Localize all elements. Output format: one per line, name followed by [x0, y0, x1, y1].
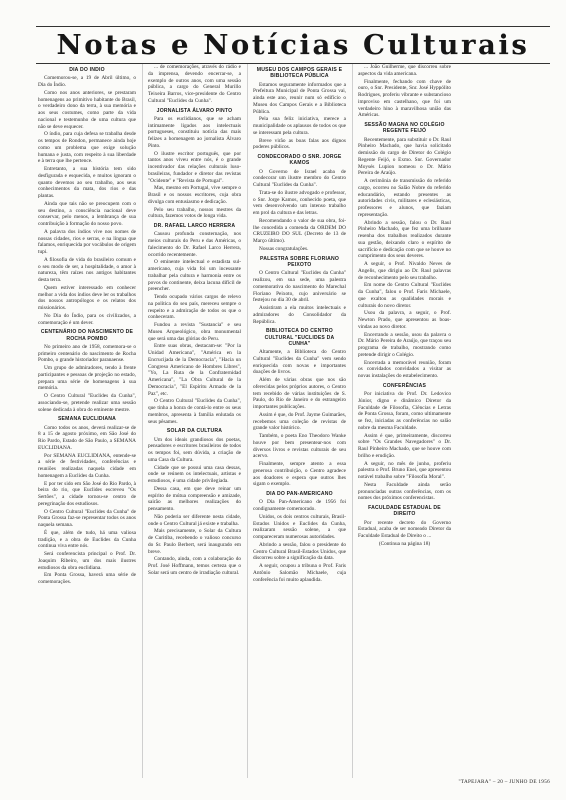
- article-heading: DR. RAFAEL LARCO HERRERA: [153, 223, 236, 230]
- article-paragraph: Em Ponta Grossa, haverá uma série de comemorações.: [38, 572, 136, 586]
- article-paragraph: Em nome do Centro Cultural "Euclides da Cunha", falou o Prof. Faris Michaele, que exaltou as qualidades morais e culturais do novo diretor.: [358, 282, 451, 309]
- article-paragraph: Pelo seu trabalho, nossos mestres da cultura, fazemos votos de longa vida.: [148, 206, 241, 220]
- article-paragraph: Nesta Faculdade ainda serão pronunciadas outras conferências, com os nomes dos próximos conferencistas.: [358, 481, 451, 502]
- article-paragraph: Nossas congratulações.: [259, 245, 309, 252]
- article-paragraph: Causou profunda consternação, nos meios culturais do Peru e das Américas, o falecimento do Dr. Rafael Larco Herrera, ocorrido recentemente.: [148, 231, 241, 258]
- article-paragraph: Como todos os anos, deverá realizar-se de 8 a 15 de agosto próximo, em São José do Rio Pardo, Estado de São Paulo, a SEMANA EUCLIDIANA.: [38, 424, 136, 451]
- article-paragraph: Finalmente, sempre atento a essa generosa contribuição, o Centro agradece aos doadores e espera que outros lhes sigam o exemplo.: [253, 461, 346, 488]
- article-paragraph: Dessa casa, em que deve reinar um espírito de mútua compreensão e amizade, sairão as melhores realizações do pensamento.: [148, 485, 241, 513]
- article-paragraph: O Centro Cultural "Euclides da Cunha" realizou, em sua sede, uma palestra comemorativa do nascimento do Marechal Floriano Peixoto, cujo aniversário se festejou no dia 30 de abril.: [253, 270, 346, 304]
- article-paragraph: Como nos anos anteriores, se prestaram homenagens ao primitivo habitante do Brasil, o verdadeiro dono da terra, à sua memória e aos seus costumes, como parte da vida nacional e testemunho de uma cultura que não se deve esquecer.: [38, 89, 136, 130]
- column-1: [38, 64, 136, 778]
- article-paragraph: Abrindo a sessão, falou o Dr. Raul Pinheiro Machado, que fez uma brilhante resenha dos trabalhos realizados durante sua gestão, deixando claro o espírito de sacrifício e dedicação com que se houve no cumprimento dos seus deveres.: [358, 219, 451, 260]
- article-paragraph: A cerimônia de transmissão do referido cargo, ocorreu no Salão Nobre do referido educandário, estando presentes as autoridades civis, militares e eclesiásticas, professores e alunos, que faziam representação.: [358, 178, 451, 218]
- article-paragraph: Recomendando o valor de sua obra, foi-lhe concedida a comenda da ORDEM DO CRUZEIRO DO SUL (Decreto de 13 de Março último).: [253, 217, 346, 245]
- article-heading: JORNALISTA ÁLVARO PINTO: [156, 107, 233, 114]
- article-heading: SOLAR DA CULTURA: [166, 428, 223, 435]
- article-paragraph: É que, além de tudo, há uma valiosa tradição, e a obra de Euclides da Cunha continua viva entre nós.: [38, 529, 136, 550]
- article-paragraph: Além de várias obras que nos são oferecidas pelos próprios autores, o Centro tem recebido de várias instituições de S. Paulo, do Rio de Janeiro e do estrangeiro importantes publicações.: [253, 377, 346, 411]
- article-paragraph: Um grupo de admiradores, tendo à frente participantes e pessoas de projeção no estado, prepara uma série de homenagens à sua memória.: [38, 365, 136, 392]
- article-paragraph: O índio, para cuja defesa se trabalha desde os tempos de Rondon, permanece ainda hoje como um problema que exige solução humana e justa, com respeito à sua liberdade e à terra que lhe pertence.: [38, 131, 136, 165]
- article-paragraph: Recentemente, para substituir o Dr. Raul Pinheiro Machado, que havia solicitado demissão do cargo de Diretor do Colégio Regente Feijó, o Exmo. Snr. Governador Moysés Lupion nomeou o Dr. Mário Pereira de Araújo.: [358, 136, 451, 177]
- article-paragraph: Assim é que, primeiramente, discorreu sobre "Os Grandes Navegadores" o Dr. Raul Pinheiro Machado, que se houve com brilho e erudição.: [358, 432, 451, 459]
- article-paragraph: O Centro Cultural "Euclides da Cunha", que tinha a honra de contá-lo entre os seus membros, apresenta à família enlutada os seus pêsames.: [148, 398, 241, 425]
- article-paragraph: Um dos ideais grandiosos dos poetas, pensadores e escritores brasileiros de todos os tempos foi, sem dúvida, a criação de uma Casa da Cultura.: [148, 436, 241, 463]
- article-paragraph: Abrindo a sessão, falou o presidente do Centro Cultural Brasil-Estados Unidos, que discorreu sobre a significação da data.: [253, 541, 346, 562]
- article-heading: BIBLIOTECA DO CENTRO CULTURAL "EUCLIDES DA CUNHA": [264, 328, 335, 347]
- article-paragraph: O ilustre escritor português, que por tantos anos viveu entre nós, é o grande incentivador das relações culturais luso-brasileiras, fundador e diretor das revistas "Ocidente" e "Revista de Portugal".: [148, 150, 241, 184]
- article-paragraph: Pela sua feliz iniciativa, merece a municipalidade os aplausos de todos os que se interessam pela cultura.: [253, 116, 346, 136]
- article-heading: CENTENÁRIO DO NASCIMENTO DE ROCHA POMBO: [40, 329, 134, 342]
- article-heading: CONFERÊNCIAS: [382, 382, 427, 389]
- article-paragraph: Encerrando a sessão, usou da palavra o Dr. Mário Pereira de Araújo, que traçou seu programa de trabalho, mostrando como pretende dirigir o Colégio.: [358, 331, 451, 358]
- article-paragraph: A seguir, ocupou a tribuna o Prof. Faris Antônio Salomão Michaele, cuja conferência foi muito aplaudida.: [253, 563, 346, 583]
- article-paragraph: O Dia Pan-Americano de 1956 foi condignamente comemorado.: [253, 499, 346, 513]
- article-paragraph: Mas, mesmo em Portugal, vive sempre o Brasil e os nossos escritores, cuja obra divulga com entusiasmo e dedicação.: [148, 185, 241, 205]
- article-heading: MUSEU DOS CAMPOS GERAIS E BIBLIOTECA PÚBLICA: [256, 67, 343, 80]
- article-paragraph: Tendo ocupado vários cargos de relevo na política do seu país, mereceu sempre o respeito e a admiração de todos os que o conheceram.: [148, 294, 241, 321]
- article-heading: CONDECORADO O SNR. JORGE KAMOS: [257, 154, 342, 167]
- article-paragraph: No primeiro ano de 1958, comemora-se o primeiro centenário do nascimento de Rocha Pombo, o grande historiador paranaense.: [38, 343, 136, 364]
- article-paragraph: Estamos seguramente informados que a Prefeitura Municipal de Ponta Grossa vai, ainda este ano, reunir num só edifício o Museu dos Campos Gerais e a Biblioteca Pública.: [253, 81, 346, 115]
- article-paragraph: Finalmente, fechando com chave de ouro, o Snr. Presidente, Snr. José Hyppólito Rodrigues, proferiu vibrante e substancioso improviso em castelhano, que foi um verdadeiro hino à maravilhosa união das Américas.: [358, 78, 451, 119]
- article-columns: [38, 64, 550, 778]
- article-heading: SEMANA EUCLIDIANA: [57, 416, 117, 423]
- article-paragraph: A seguir, o Prof. Nivaldo Neves de Angelis, que dirigiu ao Dr. Raul palavras de reconhecimento pelo seu trabalho.: [358, 261, 451, 281]
- article-heading: PALESTRA SOBRE FLORIANO PEIXOTO: [259, 255, 340, 268]
- article-paragraph: Encerrada a memorável reunião, foram os convidados convidados a visitar as novas instalações do estabelecimento.: [358, 359, 451, 380]
- article-paragraph: Ainda que tais não se preocupem com o seu destino, a consciência nacional deve conservar, pelo menos, a lembrança de sua contribuição à formação do nosso povo.: [38, 200, 136, 228]
- masthead: [36, 26, 550, 64]
- article-paragraph: Será conferencista principal o Prof. Dr. Joaquim Ribeiro, um dos mais ilustres estudiosos da obra euclidiana.: [38, 551, 136, 571]
- column-3: [247, 64, 346, 778]
- article-paragraph: Por recente decreto do Governo Estadual, acaba de ser nomeado Diretor da Faculdade Estadual de Direito o ...: [358, 519, 451, 540]
- article-paragraph: Comemorou-se, a 19 de Abril último, o Dia do Índio.: [38, 75, 136, 89]
- article-paragraph: Para os euclidianos, que se acham intimamente ligados aos intelectuais portugueses, constituiu notícia das mais felizes a homenagem ao jornalista Álvaro Pinto.: [148, 115, 241, 149]
- article-paragraph: A filosofia de vida do brasileiro comum e o seu modo de ser, a hospitalidade, o amor à natureza, têm raízes nos antigos habitantes desta terra.: [38, 256, 136, 284]
- article-paragraph: O Centro Cultural "Euclides da Cunha", associando-se, pretende realizar uma sessão solene dedicada à obra do eminente mestre.: [38, 393, 136, 413]
- article-paragraph: Assim é que, do Prof. Jayme Guimarães, recebemos uma coleção de revistas de grande valor histórico.: [253, 411, 346, 432]
- article-paragraph: O Governo de Israel acaba de condecorar um ilustre membro do Centro Cultural "Euclides da Cunha".: [253, 168, 346, 189]
- article-heading: DIA DO PAN-AMERICANO: [266, 491, 333, 498]
- column-2: [142, 64, 241, 778]
- article-paragraph: Entretanto, a sua história tem sido desfigurada e esquecida, e muitos ignoram o quanto devemos ao seu trabalho, aos seus conhecimentos da mata, dos rios e das plantas.: [38, 166, 136, 200]
- article-paragraph: Assistiram a ela muitos intelectuais e admiradores do Consolidador da República.: [253, 305, 346, 325]
- article-heading: SESSÃO MAGNA NO COLÉGIO REGENTE FEIJÓ: [364, 122, 445, 135]
- article-paragraph: Cidade que se possui uma casa dessas, onde se reúnem os intelectuais, artistas e estudiosos, é uma cidade privilegiada.: [148, 464, 241, 485]
- article-paragraph: Breve virão as boas falas aos dignos poderes públicos.: [253, 137, 346, 151]
- continuation-note: (Continua na página 18): [378, 540, 431, 547]
- article-paragraph: Entre suas obras, destacam-se: "Por la Unidad Americana", "América en la Encrucijada de la Democracia", "Hacia un Congreso Americano de Hombres Libres", "Yo, La Ruta de la Confraternidad Americana", "La Obra Cultural de la Democracia", "El Espíritu Armado de la Paz", etc.: [148, 343, 241, 397]
- page-footer: "TAPEJARA" – 20 – JUNHO DE 1956: [458, 779, 550, 785]
- column-4: [352, 64, 451, 778]
- article-paragraph: Por iniciativa do Prof. Dr. Ledovico Júnior, digno e dinâmico Diretor da Faculdade de Filosofia, Ciências e Letras de Ponta Grossa, foram, como ultimamente se fez, iniciadas as conferências no salão nobre da mesma Faculdade.: [358, 391, 451, 431]
- article-paragraph: No Dia do Índio, para os civilizados, a comemoração é um dever.: [38, 312, 136, 326]
- article-paragraph: Usou da palavra, a seguir, o Prof. Newton Prado, que apresentou as boas-vindas ao novo diretor.: [358, 310, 451, 330]
- article-paragraph: O Centro Cultural "Euclides da Cunha" de Ponta Grossa faz-se representar todos os anos naquela semana.: [38, 508, 136, 529]
- article-paragraph: O eminente intelectual e estadista sul-americano, cuja vida foi um incessante trabalhar pela cultura e harmonia entre os povos do continente, deixa lacuna difícil de preencher.: [148, 259, 241, 293]
- article-paragraph: Unidos, os dois centros culturais, Brasil-Estados Unidos e Euclides da Cunha, realizaram sessão solene, a que compareceram numerosas autoridades.: [253, 513, 346, 541]
- page-title: Notas e Notícias Culturais: [56, 30, 530, 61]
- article-paragraph: ... de comemorações, através do rádio e da imprensa, devendo encerrar-se, a exemplo de outros anos, com uma sessão pública, a cargo do General Murillo Teixeira Barros, vice-presidente do Centro Cultural "Euclides da Cunha".: [148, 64, 241, 104]
- article-paragraph: Altamente, a Biblioteca do Centro Cultural "Euclides da Cunha" vem sendo enriquecida com novas e importantes doações de livros.: [253, 349, 346, 376]
- article-paragraph: Mais precisamente, o Solar da Cultura de Curitiba, recebendo o valioso concurso do Sr. Paulo Berbert, será inaugurado em breve.: [148, 528, 241, 555]
- article-paragraph: Trata-se do ilustre advogado e professor, o Snr. Jorge Kamos, conhecido poeta, que vem desenvolvendo um intenso trabalho em prol da cultura e das letras.: [253, 189, 346, 217]
- article-heading: FACULDADE ESTADUAL DE DIREITO: [368, 505, 441, 518]
- article-paragraph: Contando, ainda, com a colaboração do Prof. José Hoffmann, temos certeza que o Solar será um centro de irradiação cultural.: [148, 556, 241, 576]
- article-paragraph: A seguir, no mês de junho, proferiu palestra o Prof. Bruno Enei, que apresentou notável trabalho sobre "Filosofia Moral".: [358, 460, 451, 481]
- article-heading: DIA DO INDIO: [69, 67, 105, 73]
- article-paragraph: Também, o poeta Eno Theodoro Wanke houve por bem presentear-nos com diversos livros e revistas culturais de seu acervo.: [253, 433, 346, 460]
- article-paragraph: A palavra dos índios vive nos nomes de nossas cidades, rios e serras, e na língua que falamos, enriquecida por vocábulos de origem tupi.: [38, 228, 136, 256]
- article-paragraph: ... João Guilherme, que discorreu sobre aspectos da vida americana.: [358, 64, 451, 77]
- article-paragraph: Fundou a revista "Sustancia" e seu Museu Arqueológico, obra monumental que será uma das glórias do Peru.: [148, 322, 241, 342]
- article-paragraph: Não poderia ser diferente nesta cidade, onde o Centro Cultural já existe e trabalha.: [148, 513, 241, 527]
- article-paragraph: Quem estiver interessado em conhecer melhor a vida dos índios deve ler os trabalhos dos nossos antropólogos e os relatos dos missionários.: [38, 284, 136, 312]
- article-paragraph: Por SEMANA EUCLIDIANA, entende-se a série de festividades, conferências e reuniões realizadas naquela cidade em homenagem a Euclides da Cunha.: [38, 452, 136, 479]
- article-paragraph: E por ter sido em São José do Rio Pardo, à beira do rio, que Euclides escreveu "Os Sertões", a cidade tornou-se centro de peregrinação dos estudiosos.: [38, 480, 136, 507]
